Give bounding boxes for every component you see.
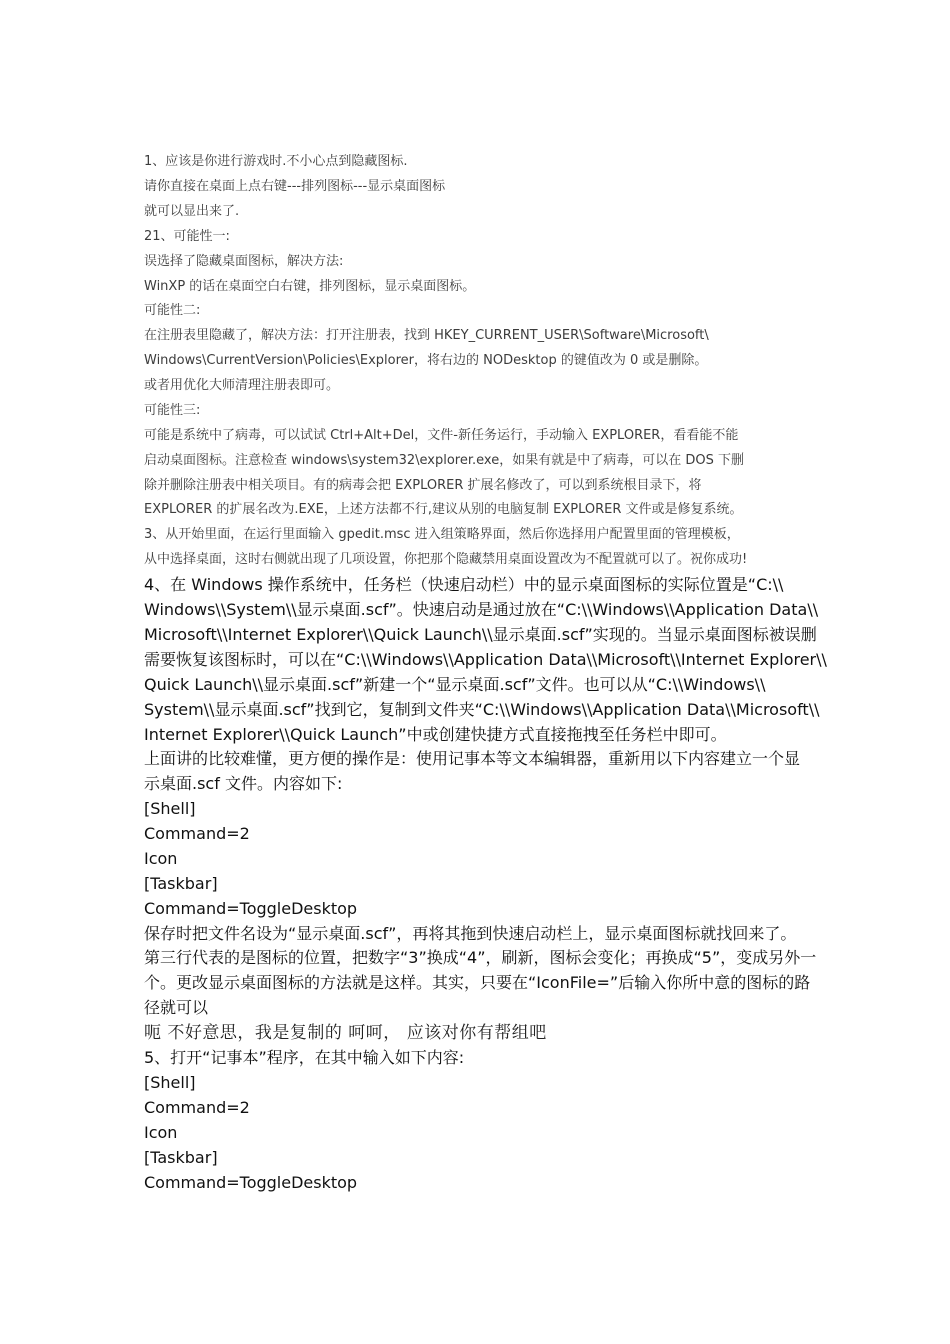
code-line: Command=2 xyxy=(144,824,250,843)
text-line: Internet Explorer\\Quick Launch”中或创建快捷方式直接拖拽至任务栏中即可。 xyxy=(144,725,727,744)
text-line: Windows\CurrentVersion\Policies\Explorer，将右边的 NODesktop 的键值改为 0 或是删除。 xyxy=(144,353,708,368)
text-line: 第三行代表的是图标的位置，把数字“3”换成“4”，刷新，图标会变化；再换成“5”，变成另外一 xyxy=(144,948,817,967)
text-line: 请你直接在桌面上点右键---排列图标---显示桌面图标 xyxy=(144,179,446,194)
text-line: WinXP 的话在桌面空白右键，排列图标，显示桌面图标。 xyxy=(144,279,476,294)
serif-text-line: 呃 不好意思，我是复制的 呵呵， 应该对你有帮组吧 xyxy=(144,1023,547,1043)
code-line: Icon xyxy=(144,849,178,868)
text-line: 启动桌面图标。注意检查 windows\system32\explorer.exe，如果有就是中了病毒，可以在 DOS 下删 xyxy=(144,453,744,468)
text-line: 3、从开始里面，在运行里面输入 gpedit.msc 进入组策略界面，然后你选择用户配置里面的管理模板， xyxy=(144,527,740,542)
text-line: 5、打开“记事本”程序，在其中输入如下内容: xyxy=(144,1048,465,1067)
text-line: 4、在 Windows 操作系统中，任务栏（快速启动栏）中的显示桌面图标的实际位置是“C:\\ xyxy=(144,575,784,594)
text-line: System\\显示桌面.scf”找到它，复制到文件夹“C:\\Windows\\Application Data\\Microsoft\\ xyxy=(144,700,820,719)
code-line: Command=ToggleDesktop xyxy=(144,899,358,918)
code-line: [Taskbar] xyxy=(144,1148,218,1167)
code-line: [Shell] xyxy=(144,799,196,818)
text-line: 上面讲的比较难懂，更方便的操作是：使用记事本等文本编辑器，重新用以下内容建立一个显 xyxy=(144,749,801,768)
text-line: 除并删除注册表中相关项目。有的病毒会把 EXPLORER 扩展名修改了，可以到系统根目录下，将 xyxy=(144,478,702,493)
text-line: 可能性三: xyxy=(144,403,201,418)
text-line: Windows\\System\\显示桌面.scf”。快速启动是通过放在“C:\\Windows\\Application Data\\ xyxy=(144,600,819,619)
text-line: 21、可能性一: xyxy=(144,229,230,244)
code-line: [Shell] xyxy=(144,1073,196,1092)
text-line: 示桌面.scf 文件。内容如下: xyxy=(144,774,343,793)
code-line: Command=ToggleDesktop xyxy=(144,1173,358,1192)
code-line: Icon xyxy=(144,1123,178,1142)
text-line: Microsoft\\Internet Explorer\\Quick Launch\\显示桌面.scf”实现的。当显示桌面图标被误删 xyxy=(144,625,817,644)
text-line: 1、应该是你进行游戏时.不小心点到隐藏图标. xyxy=(144,154,408,169)
text-line: 或者用优化大师清理注册表即可。 xyxy=(144,378,340,393)
text-line: 保存时把文件名设为“显示桌面.scf”，再将其拖到快速启动栏上，显示桌面图标就找回来了。 xyxy=(144,924,797,943)
text-line: 可能是系统中了病毒，可以试试 Ctrl+Alt+Del，文件-新任务运行，手动输入 EXPLORER，看看能不能 xyxy=(144,428,739,443)
text-line: 从中选择桌面，这时右侧就出现了几项设置，你把那个隐藏禁用桌面设置改为不配置就可以了。祝你成功! xyxy=(144,552,748,567)
text-line: 可能性二: xyxy=(144,303,201,318)
text-line: 需要恢复该图标时，可以在“C:\\Windows\\Application Data\\Microsoft\\Internet Explorer\\ xyxy=(144,650,827,669)
text-line: 径就可以 xyxy=(144,998,209,1017)
code-line: Command=2 xyxy=(144,1098,250,1117)
text-line: 误选择了隐藏桌面图标，解决方法: xyxy=(144,254,344,269)
text-line: EXPLORER 的扩展名改为.EXE，上述方法都不行,建议从别的电脑复制 EXPLORER 文件或是修复系统。 xyxy=(144,502,743,517)
text-line: 就可以显出来了. xyxy=(144,204,240,219)
text-line: Quick Launch\\显示桌面.scf”新建一个“显示桌面.scf”文件。也可以从“C:\\Windows\\ xyxy=(144,675,766,694)
text-line: 在注册表里隐藏了，解决方法：打开注册表，找到 HKEY_CURRENT_USER\Software\Microsoft\ xyxy=(144,328,709,343)
code-line: [Taskbar] xyxy=(144,874,218,893)
text-line: 个。更改显示桌面图标的方法就是这样。其实，只要在“IconFile=”后输入你所中意的图标的路 xyxy=(144,973,811,992)
